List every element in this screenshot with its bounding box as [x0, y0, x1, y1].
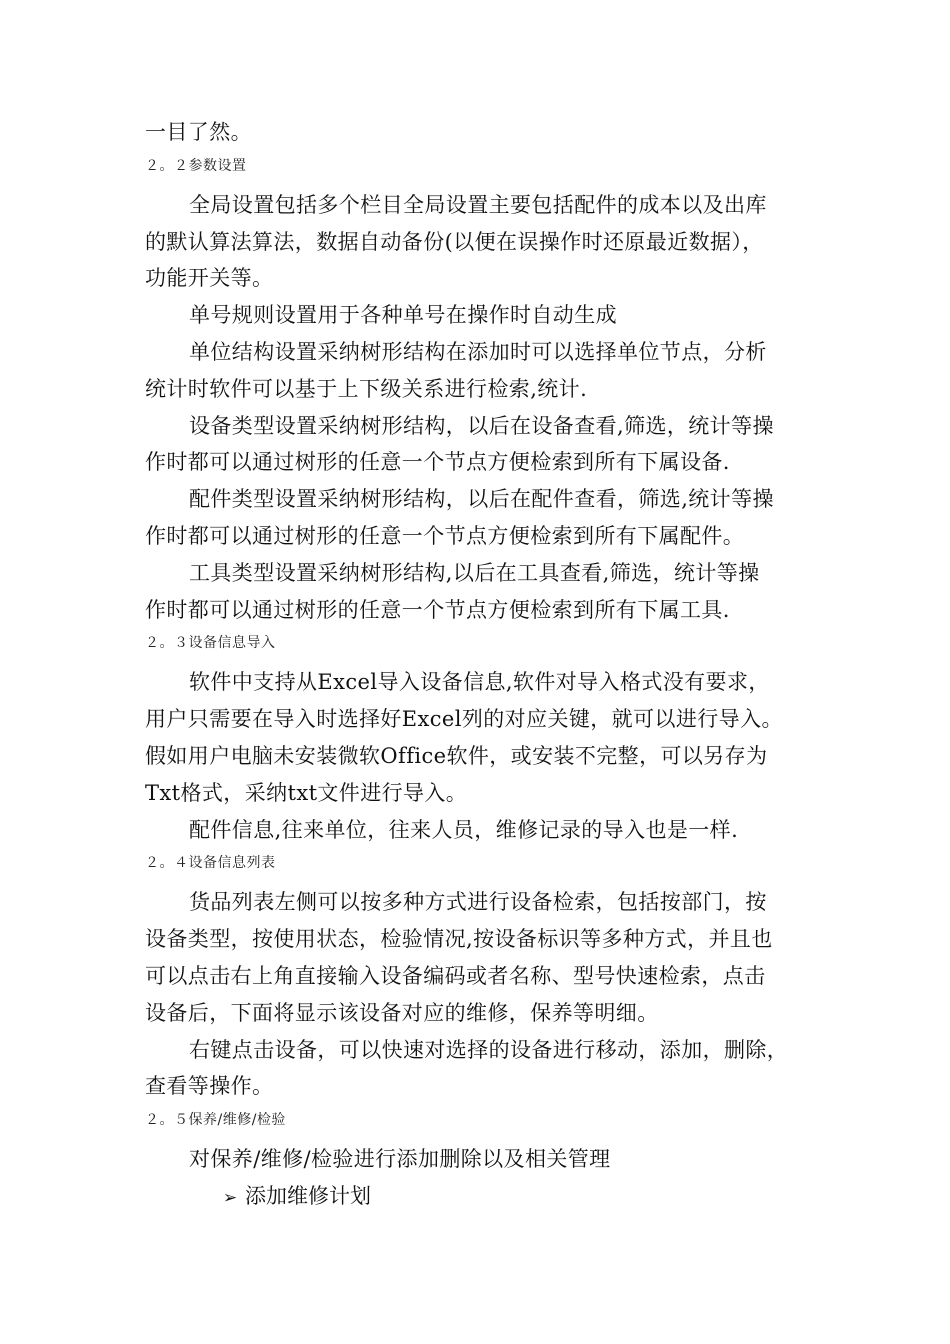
paragraph-line: Txt格式，采纳txt文件进行导入。 — [145, 780, 468, 805]
paragraph-line: 功能开关等。 — [145, 266, 274, 291]
paragraph — [145, 408, 817, 482]
paragraph — [145, 1032, 817, 1106]
paragraph — [145, 1141, 817, 1178]
paragraph-line: 一目了然。 — [145, 120, 252, 144]
section-heading: ２。２参数设置 — [145, 157, 247, 174]
bullet-text: 添加维修计划 — [245, 1183, 371, 1208]
paragraph-line: 假如用户电脑未安装微软Office软件，或安装不完整，可以另存为 — [145, 743, 768, 768]
paragraph — [145, 334, 817, 408]
section-heading: ２。４设备信息列表 — [145, 855, 276, 872]
paragraph-line: 设备类型，按使用状态，检验情况,按设备标识等多种方式，并且也 — [145, 927, 773, 952]
paragraph-line: 配件类型设置采纳树形结构，以后在配件查看，筛选,统计等操 — [189, 487, 774, 512]
paragraph-line: 设备后，下面将显示该设备对应的维修，保养等明细。 — [145, 1000, 659, 1025]
arrow-bullet-icon: ➢ — [223, 1187, 238, 1208]
paragraph-line: 配件信息,往来单位，往来人员，维修记录的导入也是一样. — [189, 817, 739, 842]
paragraph-line: 全局设置包括多个栏目全局设置主要包括配件的成本以及出库 — [189, 192, 767, 217]
paragraph-line: 设备类型设置采纳树形结构，以后在设备查看,筛选，统计等操 — [189, 413, 774, 438]
paragraph — [145, 884, 817, 1031]
paragraph-line: 可以点击右上角直接输入设备编码或者名称、型号快速检索，点击 — [145, 963, 766, 988]
paragraph-line: 统计时软件可以基于上下级关系进行检索,统计. — [145, 376, 588, 401]
paragraph — [145, 481, 817, 555]
paragraph — [145, 812, 817, 849]
section-heading: ２。３设备信息导入 — [145, 635, 276, 652]
paragraph-line: 作时都可以通过树形的任意一个节点方便检索到所有下属配件。 — [145, 523, 745, 548]
paragraph — [145, 664, 817, 811]
paragraph-line: 的默认算法算法，数据自动备份(以便在误操作时还原最近数据）， — [145, 229, 764, 254]
paragraph-line: 软件中支持从Excel导入设备信息,软件对导入格式没有要求， — [189, 670, 770, 695]
paragraph — [145, 555, 817, 629]
paragraph-line: 单位结构设置采纳树形结构在添加时可以选择单位节点，分析 — [189, 339, 767, 364]
paragraph — [145, 114, 817, 151]
paragraph-line: 对保养/维修/检验进行添加删除以及相关管理 — [189, 1147, 611, 1172]
document-page — [145, 114, 817, 1215]
paragraph-line: 用户只需要在导入时选择好Excel列的对应关键，就可以进行导入。 — [145, 707, 783, 732]
paragraph — [145, 297, 817, 334]
paragraph-line: 作时都可以通过树形的任意一个节点方便检索到所有下属设备. — [145, 450, 730, 475]
paragraph-line: 工具类型设置采纳树形结构,以后在工具查看,筛选，统计等操 — [189, 560, 760, 585]
paragraph-line: 查看等操作。 — [145, 1074, 274, 1099]
paragraph-line: 单号规则设置用于各种单号在操作时自动生成 — [189, 303, 617, 328]
paragraph-line: 货品列表左侧可以按多种方式进行设备检索，包括按部门，按 — [189, 890, 767, 915]
section-heading: ２。５保养/维修/检验 — [145, 1112, 286, 1129]
paragraph-line: 右键点击设备，可以快速对选择的设备进行移动，添加，删除， — [189, 1037, 789, 1062]
bullet-item — [145, 1178, 817, 1215]
paragraph-line: 作时都可以通过树形的任意一个节点方便检索到所有下属工具. — [145, 597, 730, 622]
paragraph — [145, 187, 817, 297]
